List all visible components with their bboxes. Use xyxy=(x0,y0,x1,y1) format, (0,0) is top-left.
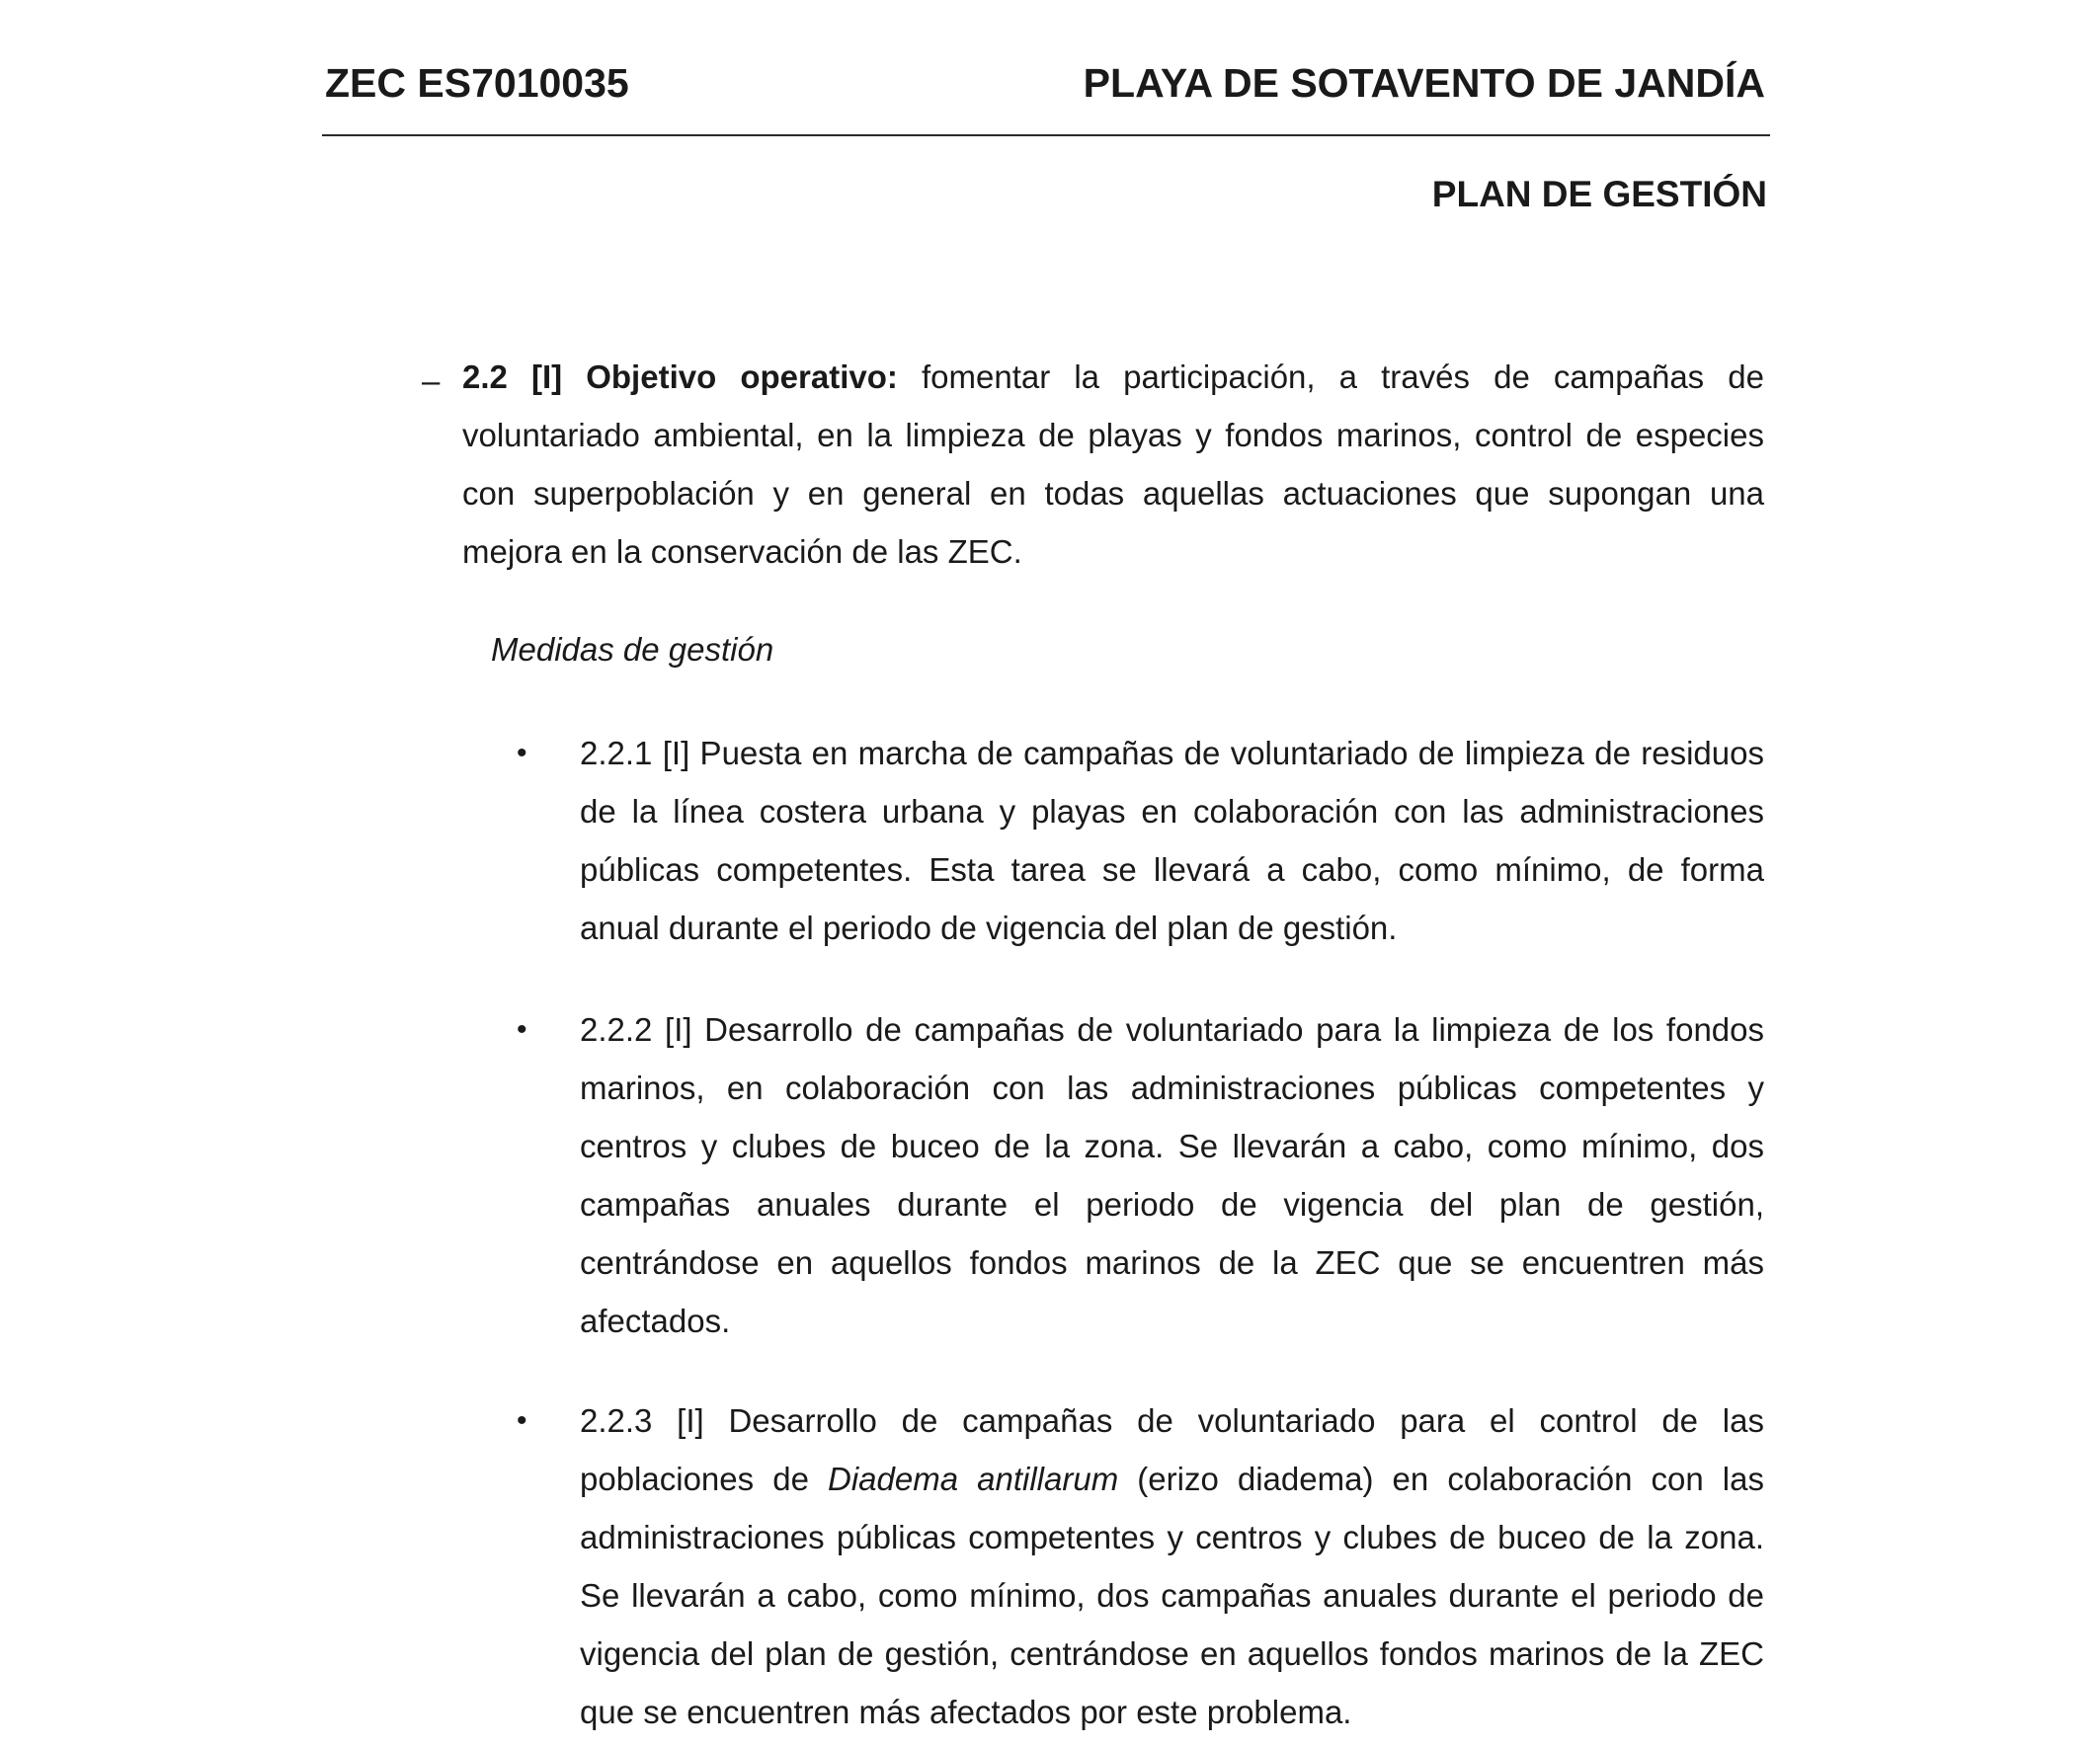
measure-text-after: (erizo diadema) en colaboración con las administraciones públicas competentes y centros y clubes de buceo de la zona. Se llevarán a cabo, como mínimo, dos campañas anuales durante el periodo de vigencia del plan de gestión, centrándose en aquellos fondos marinos de la ZEC que se encuentren más afectados por este problema. xyxy=(580,1461,1764,1730)
species-name: Diadema antillarum xyxy=(828,1461,1119,1497)
objective-dash: – xyxy=(422,362,441,399)
objective-label: 2.2 [I] Objetivo operativo: xyxy=(462,358,898,395)
measure-bullet: • xyxy=(517,1013,527,1046)
objective-text: fomentar la participación, a través de campañas de voluntariado ambiental, en la limpieza de playas y fondos marinos, control de especies con superpoblación y en general en todas aquellas actuaciones que supongan una mejora en la conservación de las ZEC. xyxy=(462,358,1764,570)
measure-item-2-2-3 xyxy=(580,1391,1764,1741)
header-site-name: PLAYA DE SOTAVENTO DE JANDÍA xyxy=(1083,60,1765,106)
header-site-code: ZEC ES7010035 xyxy=(325,60,629,106)
document-subtitle: PLAN DE GESTIÓN xyxy=(1431,174,1767,214)
objective-paragraph xyxy=(462,348,1764,581)
measure-bullet: • xyxy=(517,737,527,769)
page-header xyxy=(322,55,1770,136)
measure-item-2-2-1: 2.2.1 [I] Puesta en marcha de campañas de voluntariado de limpieza de residuos de la línea costera urbana y playas en colaboración con las administraciones públicas competentes. Esta tarea se llevará a cabo, como mínimo, de forma anual durante el periodo de vigencia del plan de gestión. xyxy=(580,735,1764,946)
measures-heading: Medidas de gestión xyxy=(491,631,774,668)
measure-item-2-2-2: 2.2.2 [I] Desarrollo de campañas de voluntariado para la limpieza de los fondos marinos, en colaboración con las administraciones públicas competentes y centros y clubes de buceo de la zona. Se llevarán a cabo, como mínimo, dos campañas anuales durante el periodo de vigencia del plan de gestión, centrándose en aquellos fondos marinos de la ZEC que se encuentren más afectados. xyxy=(580,1011,1764,1339)
measure-bullet: • xyxy=(517,1404,527,1437)
measure-text-before: 2.2.3 [I] Desarrollo de campañas de voluntariado para el control de las poblaciones de xyxy=(580,1402,1764,1497)
